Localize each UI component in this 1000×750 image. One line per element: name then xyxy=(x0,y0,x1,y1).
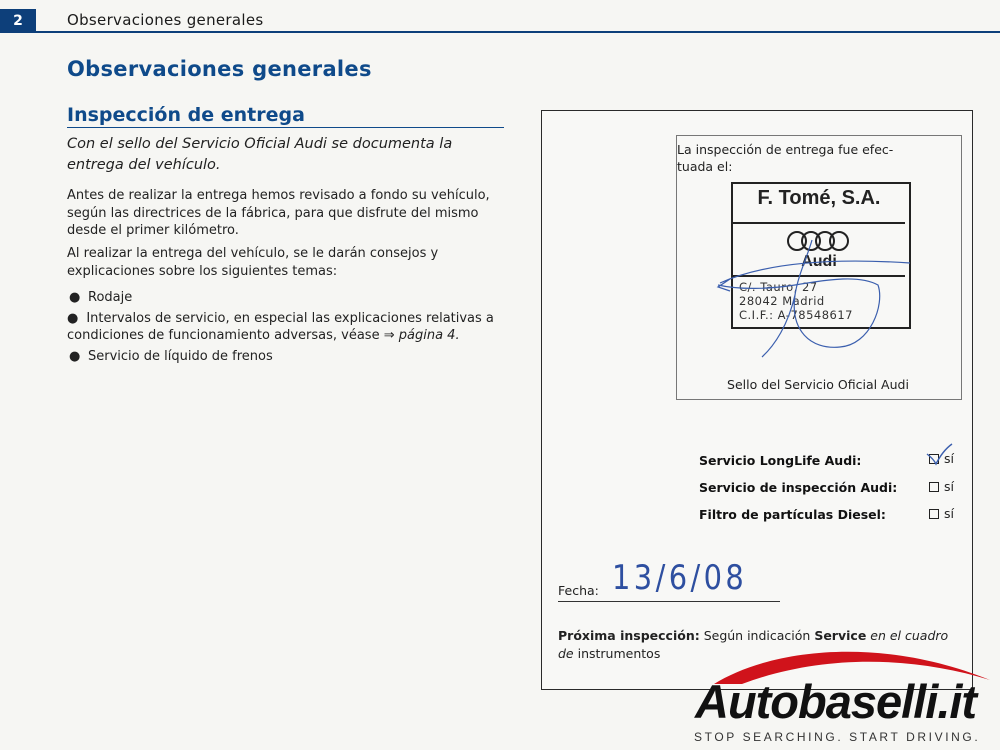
stamp-intro-text: La inspección de entrega fue efec- tuada el: xyxy=(677,142,894,174)
stamp-divider xyxy=(733,222,905,224)
page-number: 2 xyxy=(0,9,36,33)
running-header: Observaciones generales xyxy=(67,11,264,29)
next-inspection-note: Próxima inspección: Según indicación Service en el cuadro de instrumentos xyxy=(558,628,949,661)
topic-list xyxy=(67,289,507,368)
service-label-inspection: Servicio de inspección Audi: xyxy=(699,480,898,495)
page-title: Observaciones generales xyxy=(67,57,372,81)
watermark-tagline: STOP SEARCHING. START DRIVING. xyxy=(694,730,981,744)
handwritten-signature xyxy=(700,235,920,365)
list-item: ● Servicio de líquido de frenos xyxy=(69,348,273,364)
page-reference-link[interactable]: página 4. xyxy=(398,328,460,343)
longlife-checkbox[interactable]: sí xyxy=(929,451,954,466)
stamp-brand: Audi xyxy=(801,253,837,270)
diesel-filter-checkbox[interactable]: sí xyxy=(929,506,954,521)
body-paragraph-2: Al realizar la entrega del vehículo, se le darán consejos y explicaciones sobre los siguientes temas: xyxy=(67,246,439,279)
body-paragraph-1: Antes de realizar la entrega hemos revisado a fondo su vehículo, según las directrices de la fábrica, para que disfrute del mismo desde el primer kilómetro. xyxy=(67,188,490,238)
date-line xyxy=(558,601,780,602)
stamp-address: C/. Tauro, 27 28042 Madrid C.I.F.: A-78548617 xyxy=(739,280,853,322)
inspection-checkbox[interactable]: sí xyxy=(929,479,954,494)
list-item: ● Rodaje xyxy=(69,290,133,305)
bullet-icon: ● xyxy=(69,348,81,364)
bullet-icon: ● xyxy=(67,310,79,326)
date-label: Fecha: xyxy=(558,583,599,598)
section-title: Inspección de entrega xyxy=(67,104,305,126)
service-label-longlife: Servicio LongLife Audi: xyxy=(699,453,862,468)
list-item: ● Intervalos de servicio, en especial las explicaciones relativas a condiciones de funcionamiento adversas, véase ⇒ página 4. xyxy=(67,310,494,343)
stamp-dealer-name: F. Tomé, S.A. xyxy=(757,187,881,209)
stamp-caption: Sello del Servicio Oficial Audi xyxy=(727,377,909,392)
lead-paragraph: Con el sello del Servicio Oficial Audi se documenta la entrega del vehículo. xyxy=(67,136,453,173)
watermark-logo: Autobaselli.it xyxy=(695,675,977,728)
bullet-icon: ● xyxy=(69,290,81,305)
service-label-diesel-filter: Filtro de partículas Diesel: xyxy=(699,507,886,522)
handwritten-date: 13/6/08 xyxy=(612,558,748,598)
checkmark-icon xyxy=(925,442,955,468)
header-rule xyxy=(36,31,1000,33)
section-rule xyxy=(67,127,504,128)
